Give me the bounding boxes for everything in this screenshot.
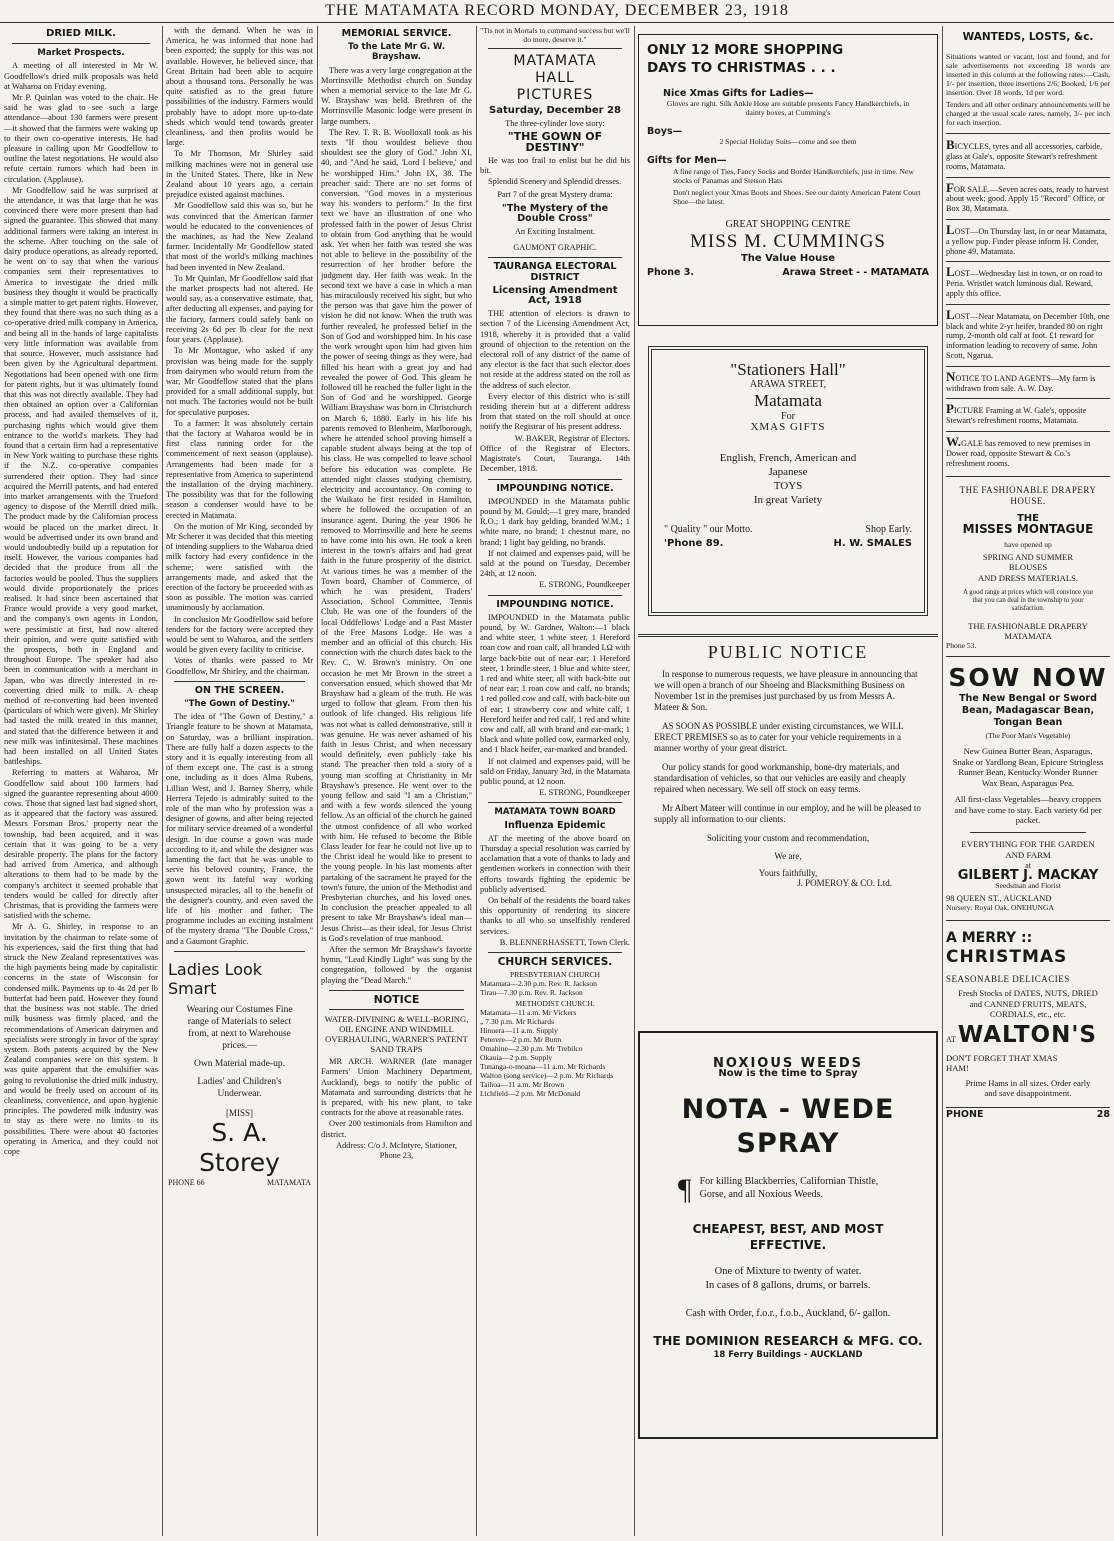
paragraph: Mr A. G. Shirley, in response to an invitation by the chairman to relate some of his experiences, said the first thing that had struck the New Zealand representatives was the high payments being made by capitalistic concerns in the state of Wisconsin for condensed milk. Payments up to 4s 2d per lb butterfat had been paid. However they found that the business was not stable. The dried milk business was firmly placed, and the recommendations of American dairymen and specialists were strongly in favor of the spray system. Both patents acquired by the New Zealand companies were on this system. It was quite apparent that the emulsifier was going to revolutionise the dried milk industry, and would be freely used on account of its cleanliness, convenience, and upon hygienic principles. The powdered milk industry was to stay as there were no limits to its possibilities. There were about 40 factories operating in America, and they could not cope (4, 922, 158, 1156)
classified-text: OST—Wednesday last in town, or on road to Peria. Wristlet watch luminous dial. Reward, apply this office. (946, 269, 1103, 298)
hall-line: The three-cylinder love story: (505, 119, 605, 129)
storey-phone: PHONE 66 (168, 1178, 205, 1188)
cummings-text: Don't neglect your Xmas Boots and Shoes. See our dainty American Patent Court Shoe—the latest. (673, 187, 921, 206)
storey-town: MATAMATA (266, 1178, 311, 1188)
cummings-headline: DAYS TO CHRISTMAS . . . (647, 60, 836, 76)
cummings-value: The Value House (740, 252, 836, 264)
paragraph: AT the meeting of the above board on Thursday a special resolution was carried by acclamation that a vote of thanks to lady and gentlemen workers in connection with their efforts towards fighting the epidemic be publicly advertised. (480, 833, 630, 894)
stationers-variety: In great Variety (753, 493, 823, 506)
drapery-head: THE FASHIONABLE DRAPERY HOUSE. (959, 485, 1097, 506)
classified-ad (946, 368, 1110, 394)
drapery-town: MATAMATA (1004, 630, 1052, 641)
electoral-title: TAURANGA ELECTORAL DISTRICT (493, 261, 617, 283)
classified-ad (946, 221, 1110, 256)
article-title: DRIED MILK. (46, 28, 116, 39)
classified-ad (946, 306, 1110, 361)
sow-line: All first-class Vegetables—heavy croppers and have come to stay. Each variety 6d per packet. (954, 794, 1102, 826)
waltons-christmas: CHRISTMAS (946, 947, 1068, 968)
paragraph: In response to numerous requests, we have pleasure in announcing that we will open a branch of our Shoeing and Blacksmithing Business on November 1st in the premises just purchased by us from Messrs A. Mateer & Son. (654, 669, 918, 713)
wanted-title: WANTEDS, LOSTS, &c. (962, 31, 1094, 43)
paragraph: The Rev. T. R. B. Woolloxall took as his texts "If thou wouldest believe thou shouldest see the glory of God." John XI, 40, and "And he said, 'Lord I believe,' and he worshipped Him." John IX, 38. The preacher said: There are no set forms of conversion. "God moves in a mysterious way his wonders to perform." In the first text we have an illustration of one who professed faith in the power of Jesus Christ to obtain from God anything that he would ask. Yet when her faith was tested she was not able to believe in the possibility of the resurrection of her brother before the judgment day. Her faith was weak. In the second text we have a case in which a man has miraculously received his sight, but who the person was that gave him the power of vision he did not know. When the truth was further revealed, he professed belief in the Son of God and worshipped him. In his case the work wrought upon him had given him the power of seeing things as they were, had filled his heart with a great joy and had revealed the power of God. This gleam he followed till he reached the fuller light in the Son of God and he worshipped. George William Brayshaw was born in Christchurch on March 6, 1880. Early in his life his parents removed to Blenheim, Marlborough, where he attended school proving himself a capable student always being at the top of his class. He was compelled to leave school before his education was complete. He attended night classes studying chemistry, electricity and accountancy. On coming to the Waikato he first resided in Hamilton, where he followed the occupation of an insurance agent. During the year 1906 he removed to Morrinsville and here he seems to have come into his own. He took a keen interest in the town's affairs and had great faith in the future prosperity of the district. At various times he was a member of the Town board, Chamber of Commerce, of which he was president, Traders' Association, School Committee, Tennis Club. He was one of the founders of the local Oddfellows' Lodge and a Past Master of the Free Masons Lodge. He was a member and an official of this church. His connection with the church dates back to the Rev. C. W. Brown's ministry. On one occasion he met Mr Brown in the street a conversation ensued, which showed that Mr Brayshaw had a gleam of the truth. He was urged to follow that gleam. From then his outlook of life changed. His religious life was not what is called demonstrative, still it was genuine. He was never ashamed of his faith in Jesus Christ, and when necessary would definitely, even publicly take his stand. The preacher then told a story of a young man scoffing at Christianity in Mr Brayshaw's presence. He went over to the young fellow and said "I am a Christian," and with a few words silenced the young fellow. As an official of the church he gained the utmost confidence of all who worked with him. He refused to become the Bible Class leader for fear he could not live up to the Christ ideal he would like to present to the young people. In his last moments after partaking of the sacrament he prayed for the town's future, the union of the Methodist and Presbyterian churches, and his loved ones. In conclusion the preacher appealed to all present to take Mr Brayshaw's ideal man—Jesus Christ—as their ideal, for Jesus Christ is God's revelation of true manhood. (321, 127, 472, 943)
nota-wede-advert (638, 1031, 938, 1439)
drapery-line: A good range at prices which will convince you that you can deal in the township to your satisfaction. (963, 588, 1093, 612)
sow-line: EVERYTHING FOR THE GARDEN AND FARM (961, 838, 1095, 860)
paragraph: IMPOUNDED in the Matamata public pound by M. Gould;—1 grey mare, branded R.O.; 1 dark bay gelding, branded W.M.; 1 white mare, no brand; 1 chestnut mare, no brand; 1 light bay gelding, no brands. (480, 496, 630, 547)
electoral-office: Office of the Registrar of Electors. Magistrate's Court, Tauranga. 14th December, 1918. (480, 443, 630, 474)
stationers-title: "Stationers Hall" (730, 360, 846, 379)
column-classifieds (946, 26, 1110, 1536)
paragraph: There was a very large congregation at the Morrinsville Methodist church on Sunday when a memorial service to the late Mr G. W. Brayshaw was held. Brethren of the Morrinsville Masonic lodge were present in large numbers. (321, 65, 472, 126)
sow-line: New Guinea Butter Bean, Asparagus, Snake or Yardlong Bean, Epicure Stringless Runner Bean, Kentucky Wonder Runner Wax Bean, Asparagus Pea. (952, 746, 1104, 788)
paragraph: To Mr Quinlan, Mr Goodfellow said that the market prospects had not altered. He would say, as a conservative estimate, that, after deducting all expenses, and paying for the factory, farmers could safely bank on receiving 2s 6d per lb clear for the next four years. (Applause). (166, 273, 313, 345)
column-notices (480, 26, 630, 1536)
nota-wede-cash: Cash with Order, f.o.r., f.o.b., Auckland, 6/- gallon. (685, 1308, 891, 1320)
quote: "Tis not in Mortals to command success but we'll do more, deserve it." (480, 26, 630, 44)
impounding-title: IMPOUNDING NOTICE. (496, 482, 614, 494)
stationers-xmas: XMAS GIFTS (750, 421, 826, 434)
church-line: Tunanga-o-moana—11 a.m. Mr Richards (480, 1062, 606, 1072)
public-notice-sign: J. POMEROY & CO. Ltd. (797, 877, 892, 888)
church-line: Omahine—2.30 p.m. Mr Trebilco (480, 1044, 583, 1054)
cummings-address: Arawa Street - - MATAMATA (782, 267, 929, 279)
hall-feature: "THE GOWN OF DESTINY" (507, 130, 603, 154)
storey-title: Ladies Look (168, 959, 263, 979)
drapery-name: MISSES MONTAGUE (962, 521, 1094, 536)
classified-ad (946, 137, 1110, 171)
classified-ad (946, 179, 1110, 214)
paragraph: Our policy stands for good workmanship, bone-dry materials, and standardisation of vehicles, so that our vehicles are easily and cheaply repaired when necessary. We sell off stock on easy terms. (654, 762, 907, 795)
classified-initial: N (946, 368, 956, 384)
nota-wede-for: For killing Blackberries, Californian Thistle, Gorse, and all Noxious Weeds. (699, 1176, 879, 1201)
cummings-phone: Phone 3. (647, 267, 694, 279)
memorial-subtitle: To the Late Mr G. W. Brayshaw. (348, 42, 445, 63)
town-board-title: MATAMATA TOWN BOARD (494, 807, 616, 818)
classified-initial: W. (946, 433, 962, 449)
stationers-street: ARAWA STREET, (749, 379, 827, 390)
church-meth: METHODIST CHURCH. (515, 999, 595, 1009)
column-dried-milk (4, 26, 158, 1536)
column-dried-milk-continued (166, 26, 313, 1536)
stationers-line: Japanese (768, 465, 808, 478)
sow-address: 98 QUEEN ST., AUCKLAND (946, 893, 1052, 904)
hall-serial: "The Mystery of the Double Cross" (501, 202, 609, 224)
stationers-phone: 'Phone 89. (664, 537, 724, 549)
waltons-name: WALTON'S (957, 1021, 1097, 1048)
waltons-merry: A MERRY :: (946, 930, 1033, 947)
cummings-headline: ONLY 12 MORE SHOPPING (647, 42, 844, 58)
church-line: Walton (song service)—2 p.m. Mr Richards (480, 1071, 614, 1081)
paragraph: A meeting of all interested in Mr W. Goodfellow's dried milk proposals was held at Waharoa on Friday evening. (4, 61, 158, 91)
public-notice-line: Soliciting your custom and recommendation, (706, 833, 870, 844)
column-rule (634, 26, 635, 1536)
waltons-advert (946, 929, 1110, 1120)
storey-body: Own Material made-up. (193, 1058, 285, 1069)
notice-address: Address: C/o J. McIntyre, Stationer, Phone 23, (336, 1140, 457, 1160)
stationers-owner: H. W. SMALES (833, 537, 912, 549)
paragraph: After the sermon Mr Brayshaw's favorite hymn, "Lead Kindly Light" was sung by the congregation, followed by the organist playing the "Dead March." (321, 945, 472, 985)
waltons-at: AT (946, 1034, 956, 1044)
church-pres: PRESBYTERIAN CHURCH (509, 970, 601, 980)
hall-line: GAUMONT GRAPHIC. (513, 243, 597, 253)
classified-text: ICYCLES, tyres and all accessories, carbide, glass at Gale's, opposite Stewart's refreshment rooms, Matamata. (946, 142, 1102, 171)
sow-nursery: Nursery: Royal Oak, ONEHUNGA (946, 903, 1054, 913)
stationers-town: Matamata (754, 391, 822, 411)
nota-wede-sub: Now is the time to Spray (718, 1068, 858, 1080)
sow-at: at (1025, 860, 1031, 870)
classified-initial: P (946, 401, 954, 417)
paragraph: On the motion of Mr King, seconded by Mr Scherer it was decided that this meeting of intending suppliers to the Waharoa dried milk factory had every confidence in the scheme; were satisfied with the arrangements made, and asked that the erection of the factory be proceeded with as soon as possible. The motion was carried unanimously by acclamation. (166, 521, 313, 613)
stationers-for: For (781, 411, 795, 423)
classified-ad (946, 433, 1110, 468)
column-rule (317, 26, 318, 1536)
nota-wede-cheap: CHEAPEST, BEST, AND MOST EFFECTIVE. (692, 1222, 884, 1253)
classified-text: OR SALE.—Seven acres oats, ready to harvest about week; good. Apply 15 "Record" Office, or Box 38, Matamata. (946, 184, 1109, 214)
classified-text: ICTURE Framing at W. Gale's, opposite Stewart's refreshment rooms, Matamata. (946, 406, 1087, 426)
waltons-phone: PHONE (946, 1108, 984, 1120)
column-advertisements (638, 26, 938, 1536)
classified-initial: L (946, 306, 955, 322)
stationers-advert (648, 346, 928, 616)
classified-ad (946, 401, 1110, 426)
classified-initial: B (946, 137, 955, 153)
sow-now-advert (946, 663, 1110, 912)
sow-name: GILBERT J. MACKAY (957, 867, 1099, 883)
stationers-motto: " Quality " our Motto. (664, 523, 753, 535)
paragraph: Over 200 testimonials from Hamilton and district. (321, 1119, 472, 1139)
church-line: Tirau—7.30 p.m. Rev. R. Jackson (480, 988, 583, 998)
classified-text: GALE has removed to new premises in Dower road, opposite Stewart & Co.'s refreshment rooms. (946, 438, 1091, 468)
paragraph: THE attention of electors is drawn to section 7 of the Licensing Amendment Act, 1918, whereby it is provided that a valid ground of objection to the retention on the electoral roll of any district of the name of any elector is the fact that such elector does not reside at the address stated on the roll as the address of such elector. (480, 309, 630, 390)
article-subtitle: Market Prospects. (37, 48, 125, 59)
church-line: „ 7.30 p.m. Mr Richards (480, 1017, 555, 1027)
classified-text: OTICE TO LAND AGENTS—My farm is withdrawn from sale. A. W. Day. (946, 373, 1096, 393)
sow-trade: Seedsman and Florist (995, 881, 1061, 891)
paragraph: IMPOUNDED in the Matamata public pound, by W. Gardner, Walton:—1 black and white steer, 1 white steer, 1 Hereford roan cow and roan calf, all branded LΩ with large back-bite out of near ear; 1 Hereford steer, 1 brindle steer, 1 blue and white steer, 1 red and white steer, all with back-bite out of near ear; 1 roan cow and calf, no brands; 1 red polled cow and calf, with back-bite out of ear; 1 strawberry cow and white calf, 1 Hereford heifer and red calf, 1 red and white cow and calf, all with brand and ear-mark; 1 black and white polled cow, earmarked only, and 1 black heifer, ear-marked and branded. (480, 612, 630, 755)
church-line: Taihoa—11 a.m. Mr Brown (480, 1080, 565, 1090)
public-notice-line: Yours faithfully, (758, 867, 818, 878)
electoral-sign: W. BAKER, Registrar of Electors. (514, 433, 630, 443)
paragraph: AS SOON AS POSSIBLE under existing circumstances, we WILL ERECT PREMISES so as to cater for your vehicle requirements in a manner worthy of your great district. (654, 721, 904, 754)
hall-date: Saturday, December 28 (489, 105, 621, 116)
nota-wede-address: 18 Ferry Buildings - AUCKLAND (713, 1349, 863, 1360)
paragraph: Referring to matters at Waharoa, Mr Goodfellow said about 100 farmers had signed the guarantee representing about 4000 cows. Those that signed last had signed short, as it appeared that the factory was assured. Messrs Forsman Bros.' property near the township, had been acquired, and it was certain that it was going to be a very desirable property. The plans for the factory had arrived from America, and although alterations to them had to be made by the company's architect it seemed probable that tenders would be called for directly after Christmas, that is providing the farmers were satisfied with the scheme. (4, 768, 158, 921)
masthead: THE MATAMATA RECORD MONDAY, DECEMBER 23, 1918 (0, 0, 1114, 23)
waltons-phone-number: 28 (1096, 1108, 1110, 1120)
column-rule (942, 26, 943, 1536)
cummings-section: Nice Xmas Gifts for Ladies— (663, 88, 814, 99)
impounding-sign: E. STRONG, Poundkeeper (539, 580, 630, 590)
storey-title: Smart (168, 978, 217, 998)
column-memorial (321, 26, 472, 1536)
drapery-advert (946, 485, 1110, 650)
sow-title: SOW NOW (948, 663, 1108, 693)
paragraph: To a farmer: It was absolutely certain that the factory at Waharoa would be in first class running order for the commencement of next season (applause). Arrangements had been made for a representative from America to superintend the installation of the drying machinery. The possibility was that for the following season a condenser would have to be erected in Matamata. (166, 418, 313, 520)
waltons-line: Prime Hams in all sizes. Order early and save disappointment. (965, 1077, 1091, 1099)
column-rule (476, 26, 477, 1536)
cummings-text: 2 Special Holiday Suits—come and see them (719, 137, 857, 147)
paragraph: He was too frail to enlist but he did his bit. (480, 155, 630, 176)
sow-line: The New Bengal or Sword Bean, Madagascar Bean, Tongan Bean (959, 693, 1097, 729)
column-rule (162, 26, 163, 1536)
paragraph: Splendid Scenery and Splendid dresses. (488, 177, 622, 187)
paragraph: The idea of "The Gown of Destiny," a Triangle feature to be shown at Matamata, on Saturday, was a brilliant inspiration. There are fully half a dozen aspects to the story and it is equally interesting from all of them except one. The cast is a strong one, including as it does Alma Rubens, Lillian West, and J. Barney Sherry, while Herrera Tejedo is admirably suited to the role of the man who by profession was a designer of gowns, and after being rejected for military service dreamed of a wonderful design. In due course a gown was made according to it, and while the designer was lamenting the fact that he was unable to serve his beloved country, France, the gown went its fateful way working unsuspected miracles, all to the benefit of the designer's country, and even saved the life of his mother and father. The programme includes an exciting instalment of the mystery drama "The Double Cross," and a Gaumont Graphic. (166, 712, 313, 946)
stationers-toys: TOYS (773, 479, 803, 492)
paragraph: Mr Goodfellow said he was surprised at the attendance, it was that large that he was convinced there were more present than had signed the guarantee. This showed that many additional farmers were taking an interest in the scheme. After touching on the sale of dairy produce operations, as already reported, he went on to say that when the various companies sent their representatives to America to investigate the dried milk business they thought it would be practically a simple matter to get patent rights. However, they found that there was no such thing as a co-operative dried milk company in America, and being all in the hands of large capitalists very little information was available from that source. However, much assistance had been given by the Agricultural department. Negotiations had been opened with one firm for patent rights, but it was ultimately found that this was not directly available. They had then obtained an option over a Californian process, and had availed themselves of it, purchasing rights which would give them entrance to the world's markets. They had found that a certain firm had a representative in New York waiting to purchase these rights if the N.Z. co-operative companies surrendered their option. They had since acquired the Merrill patents, and had entered into market arrangements with the Trueford agency to dispose of the Merrill dried milk. The product made by the Californian process would be placed on the market direct. It would be advertised under its own brand and would undoubtedly build up a reputation for itself. However, the various companies had decided that the produce from all the factories would be pooled. Thus the suppliers would divide proportionately the prices realised. It had since been ascertained that France would provide a very good market, and the company's own agents in London, were pessimistic at first, had now altered their opinion, and were quite satisfied with the prospects, both in England and throughout Europe. The speaker had also been in communication with a merchant in Japan, who was directly interested in re-converting dried milk to milk. A cheap method of re-converting had been invented (particulars of which were given). Mr Shirley had tasted the milk treated in this manner, and stated that the difference between it and new milk was infinitesimal. These machines had been installed on all United States battleships. (4, 185, 158, 767)
paragraph: Votes of thanks were passed to Mr Goodfellow, Mr Shirley, and the chairman. (166, 656, 313, 676)
church-line: Okauia—2 p.m. Supply (480, 1053, 553, 1063)
waltons-line: Fresh Stocks of DATES, NUTS, DRIED and CANNED FRUITS, MEATS, CORDIALS, etc., etc. (958, 988, 1098, 1020)
public-notice-line: We are, (774, 851, 802, 862)
nota-wede-company: THE DOMINION RESEARCH & MFG. CO. (653, 1332, 923, 1348)
public-notice-title: PUBLIC NOTICE (707, 642, 869, 662)
town-board-subtitle: Influenza Epidemic (504, 819, 606, 831)
impounding-sign: E. STRONG, Poundkeeper (539, 788, 630, 798)
sow-line: (The Poor Man's Vegetable) (985, 731, 1071, 741)
cummings-centre: GREAT SHOPPING CENTRE (725, 218, 851, 230)
nota-wede-mix: One of Mixture to twenty of water. (714, 1266, 862, 1278)
storey-miss: [MISS] (225, 1107, 253, 1118)
storey-advert (166, 956, 313, 1192)
wanted-terms: Situations wanted or vacant, lost and found, and for sale advertisements not exceeding 18 words are inserted in this column at the following rates:—Cash, 1/- per insertion, three insertions 2/6; Booked, 1/6 per insertion. Over 18 words, 1d per word. (946, 52, 1110, 98)
classified-initial: L (946, 221, 955, 237)
church-line: Matamata—11 a.m. Mr Vickers (480, 1008, 577, 1018)
drapery-line: AND DRESS MATERIALS. (977, 572, 1079, 583)
hall-line: An Exciting Instalment. (514, 227, 596, 237)
paragraph: If not claimed and expenses paid, will be sold at the pound on Tuesday, December 24th, at 12 noon. (480, 548, 630, 579)
public-notice (638, 637, 938, 997)
storey-name: S. A. Storey (199, 1118, 280, 1178)
paragraph: Mr Albert Mateer will continue in our employ, and he will be pleased to supply all information to our clients. (654, 803, 921, 825)
paragraph: To Mr Montague, who asked if any provision was being made for the supply from dairymen who would return from the war, Mr Goodfellow stated that the plans provided for a small additional supply, but not much. The factories would not be built for speculative purposes. (166, 346, 313, 417)
electoral-subtitle: Licensing Amendment Act, 1918 (492, 284, 618, 307)
nota-wede-cases: In cases of 8 gallons, drums, or barrels. (705, 1280, 871, 1292)
storey-body: Ladies' and Children's Underwear. (197, 1076, 282, 1099)
nota-wede-brand: NOTA - WEDE SPRAY (681, 1094, 895, 1160)
church-line: Lichfield—2 p.m. Mr McDonald (480, 1089, 581, 1099)
screen-title: ON THE SCREEN. (194, 684, 285, 696)
cummings-section: Gifts for Men— (647, 155, 727, 167)
paragraph: MR ARCH. WARNER (late manager Farmers' Union Machinery Department, Auckland), begs to notify the public of Matamata and surrounding districts that he is prepared, with his new plant, to take contracts for the above at reasonable rates. (321, 1057, 472, 1118)
drapery-phone: Phone 53. (946, 641, 977, 651)
wanted-terms: Tenders and all other ordinary announcements will be charged at the usual scale rates, namely, 3/- per inch for each insertion. (946, 100, 1110, 128)
pilcrow-icon: ¶ (678, 1173, 692, 1207)
drapery-line: have opened up (1004, 540, 1052, 550)
classified-text: OST—On Thursday last, in or near Matamata, a yellow pup. Finder please inform H. Conder, phone 49, Matamata. (946, 226, 1107, 256)
paragraph: with the demand. When he was in America, he was informed that none had been exported; the supply for this was not available. However, he believed since, that Great Britain had been able to acquire about a thousand tons. Personally he was quite satisfied as to the great future possibilities of the industry. Farmers would probably have to adopt more up-to-date sheds which would tend towards greater cleanliness, and then profits would be large. (166, 26, 313, 148)
drapery-the: THE (1016, 512, 1040, 524)
waltons-seasonable: SEASONABLE DELICACIES (946, 974, 1070, 985)
paragraph: Every elector of this district who is still residing therein but at a different address from that stated on the roll should at once notify the Registrar of his present address. (480, 391, 630, 432)
impounding-title: IMPOUNDING NOTICE. (496, 598, 614, 610)
cummings-text: A fine range of Ties, Fancy Socks and Border Handkerchiefs, just in time. New stocks of Panamas and Stetson Hats (673, 166, 914, 185)
cummings-section: Boys— (647, 126, 683, 138)
paragraph: To Mr Thomson, Mr Shirley said milking machines were not in general use in the United States. There, like in New Zealand about 10 years ago, a certain prejudice existed against machines. (166, 149, 313, 200)
classified-initial: L (946, 264, 955, 280)
paragraph: Mr Goodfellow said this was so, but he was convinced that the American farmer would be educated to the conveniences of the machines, as had the New Zealand farmer. Incidentally Mr Goodfellow stated that most of the world's milking machines had been invented in New Zealand. (166, 201, 313, 272)
cummings-name: MISS M. CUMMINGS (689, 230, 887, 252)
paragraph: In conclusion Mr Goodfellow said before tenders for the factory were accepted they would be sent to Waharoa, and the settlers would be given every facility to criticise. (166, 614, 313, 655)
drapery-foot: THE FASHIONABLE DRAPERY (968, 620, 1088, 631)
storey-body: Wearing our Costumes Fine range of Materials to select from, at next to Warehouse prices.— (186, 1004, 293, 1051)
stationers-line: English, French, American and (719, 451, 857, 464)
church-line: Peterere—2 p.m. Mr Bunn (480, 1035, 562, 1045)
memorial-title: MEMORIAL SERVICE. (341, 28, 452, 39)
cummings-advert (638, 34, 938, 326)
notice-heading: WATER-DIVINING & WELL-BORING, OIL ENGINE AND WINDMILL OVERHAULING, WARNER'S PATENT SAND TRAPS (324, 1014, 469, 1055)
hall-title: MATAMATA HALL PICTURES (513, 53, 597, 103)
town-board-sign: B. BLENNERHASSETT, Town Clerk. (499, 937, 630, 947)
paragraph: If not claimed and expenses paid, will be sold on Friday, January 3rd, in the Matamata public pound, at 12 noon. (480, 756, 630, 786)
screen-subtitle: "The Gown of Destiny." (184, 699, 295, 709)
church-line: Matamata—2.30 p.m. Rev. R. Jackson (480, 979, 597, 989)
nota-wede-title: NOXIOUS WEEDS (712, 1056, 864, 1071)
paragraph: On behalf of the residents the board takes this opportunity of rendering its sincere thanks to all who so unselfishly rendered services. (480, 896, 630, 936)
classified-ad (946, 264, 1110, 298)
church-line: Hinuera—11 a.m. Supply (480, 1026, 558, 1036)
drapery-line: SPRING AND SUMMER (982, 552, 1074, 563)
classified-initial: F (946, 179, 954, 195)
hall-line: Part 7 of the great Mystery drama: (497, 190, 613, 200)
notice-title: NOTICE (373, 992, 420, 1006)
classified-text: OST—Near Matamata, on December 10th, one black and white 2-yr heifer, branded 80 on right rump, 2-month old calf at foot. £1 reward for information leading to recovery of same. John Scott, Ngarua. (946, 311, 1110, 360)
church-title: CHURCH SERVICES. (497, 956, 613, 969)
cummings-text: Gloves are right. Silk Ankle Hose are suitable presents Fancy Handkerchiefs, in dainty boxes, at Cumming's (666, 99, 910, 118)
stationers-early: Shop Early. (865, 523, 912, 535)
waltons-line: DON'T FORGET THAT XMAS HAM! (946, 1053, 1058, 1074)
paragraph: Mr P. Quinlan was voted to the chair. He said he was glad to see such a large attendance—about 130 farmers were present—it showed that the farmers were waking up to their own co-operative interests. He had pleasure in calling upon Mr Goodfellow to outline the latest negotiations. He would also refute certain rumors which had been in circulation. (Applause). (4, 93, 158, 184)
drapery-line: BLOUSES (1008, 562, 1048, 573)
